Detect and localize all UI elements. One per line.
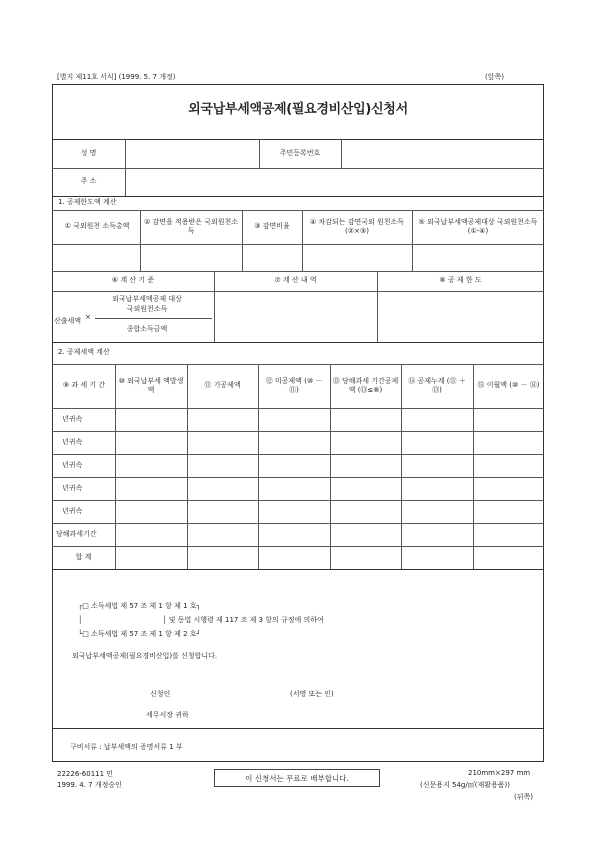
table-row: 년귀속 [62, 414, 83, 423]
divider [52, 210, 544, 211]
divider [52, 477, 544, 478]
formula-denominator: 종합소득금액 [126, 325, 168, 333]
applicant-label: 신청인 [150, 690, 171, 698]
table-row: 년귀속 [62, 437, 83, 446]
value-foreign-income-total[interactable] [52, 244, 140, 271]
col-eligible-income: ⑤ 외국납부세액공제대상 국외원천소득(①-④) [418, 217, 538, 235]
calc-basis-header: ⑥ 계 산 기 준 [111, 276, 155, 285]
back-side-label: (뒤쪽) [514, 793, 533, 801]
divider [401, 364, 402, 569]
divider [52, 728, 544, 729]
table-row: 년귀속 [62, 483, 83, 492]
divider [187, 364, 188, 569]
paper-size: 210mm×297 mm [468, 769, 531, 777]
rrn-label: 주민등록번호 [279, 148, 321, 157]
recipient-label: 세무서장 귀하 [146, 711, 189, 719]
option-clause-1[interactable]: ┌□ 소득세법 제 57 조 제 1 항 제 1 호┐ [78, 602, 201, 610]
deduction-limit-field[interactable] [377, 291, 544, 342]
table-row: 년귀속 [62, 460, 83, 469]
table-row: 년귀속 [62, 506, 83, 515]
col-carryover: ⑮ 이월액 (⑩ － ⑭) [477, 381, 540, 390]
formula-tax-label: 산출세액 [54, 317, 82, 325]
col-reduction-rate: ③ 감면비율 [254, 222, 290, 231]
name-label: 성 명 [80, 148, 97, 157]
formula-numerator-2: 국외원천소득 [126, 305, 168, 313]
divider [115, 364, 116, 569]
col-foreign-tax-paid: ⑩ 외국납부세 액발생액 [118, 376, 184, 394]
paper-spec: (신문용지 54g/㎡(재활용품)) [420, 781, 510, 789]
value-deducted-income[interactable] [302, 244, 412, 271]
divider [52, 569, 544, 570]
divider [473, 364, 474, 569]
divider [52, 523, 544, 524]
divider [52, 546, 544, 547]
clause-middle: │ │ 및 동법 시행령 제 117 조 제 3 항의 규정에 의하여 [78, 616, 324, 624]
col-reduced-income: ② 감면을 적용받은 국외원천소득 [143, 217, 239, 235]
section2-heading: 2. 공제세액 계산 [58, 348, 110, 357]
free-distribution-notice: 이 신청서는 무료로 배부합니다. [214, 769, 380, 787]
address-label: 주 소 [80, 177, 97, 186]
attachments-note: 구비서류 : 납부세액의 증명서류 1 부 [70, 743, 183, 751]
page-side-label: (앞쪽) [485, 73, 504, 81]
divider [258, 364, 259, 569]
form-code: 22226-60111 민 [57, 770, 114, 778]
col-deducted-income: ④ 차감되는 감면국외 원천소득(②×③) [309, 217, 405, 235]
form-reference: [별지 제11호 서식] (1999. 5. 7 개정) [57, 73, 176, 81]
rrn-field[interactable] [341, 139, 544, 168]
request-sentence: 외국납부세액공제(필요경비산입)를 신청합니다. [72, 652, 218, 660]
divider [52, 431, 544, 432]
col-foreign-income-total: ① 국외원천 소득총액 [64, 222, 130, 231]
table-row-total: 합 계 [75, 552, 92, 561]
calc-detail-header: ⑦ 계 산 내 역 [274, 276, 317, 285]
calc-detail-field[interactable] [214, 291, 377, 342]
table-row-current: 당해과세기간 [56, 529, 97, 538]
option-clause-2[interactable]: └□ 소득세법 제 57 조 제 1 항 제 2 호┘ [78, 630, 201, 638]
col-current-deduction: ⑬ 당해과세 기간공제액 (⑬≤⑧) [332, 376, 399, 394]
divider [52, 364, 544, 365]
formula-times: × [85, 313, 91, 321]
col-tax-period: ⑨ 과 세 기 간 [62, 381, 106, 390]
value-reduction-rate[interactable] [242, 244, 302, 271]
approval-date: 1999. 4. 7 개정승인 [57, 781, 122, 789]
divider [52, 500, 544, 501]
value-eligible-income[interactable] [412, 244, 544, 271]
value-reduced-income[interactable] [140, 244, 242, 271]
section1-heading: 1. 공제한도액 계산 [58, 198, 117, 207]
divider [52, 342, 544, 343]
fraction-bar [95, 318, 212, 319]
signature-label[interactable]: (서명 또는 인) [290, 690, 334, 698]
name-field[interactable] [125, 139, 259, 168]
divider [52, 408, 544, 409]
deduction-limit-header: ⑧ 공 제 한 도 [439, 276, 482, 285]
divider [52, 196, 544, 197]
col-undeducted: ⑫ 미공제액 (⑩ － ⑪) [265, 376, 323, 394]
formula-numerator-1: 외국납부세액공제 대상 [112, 295, 182, 303]
divider [330, 364, 331, 569]
form-title: 외국납부세액공제(필요경비산입)신청서 [188, 102, 408, 117]
address-field[interactable] [125, 168, 544, 196]
col-cumulative-deduction: ⑭ 공제누계 (⑪ ＋ ⑬) [408, 376, 466, 394]
col-already-deducted: ⑪ 기공제액 [204, 381, 241, 390]
divider [52, 454, 544, 455]
